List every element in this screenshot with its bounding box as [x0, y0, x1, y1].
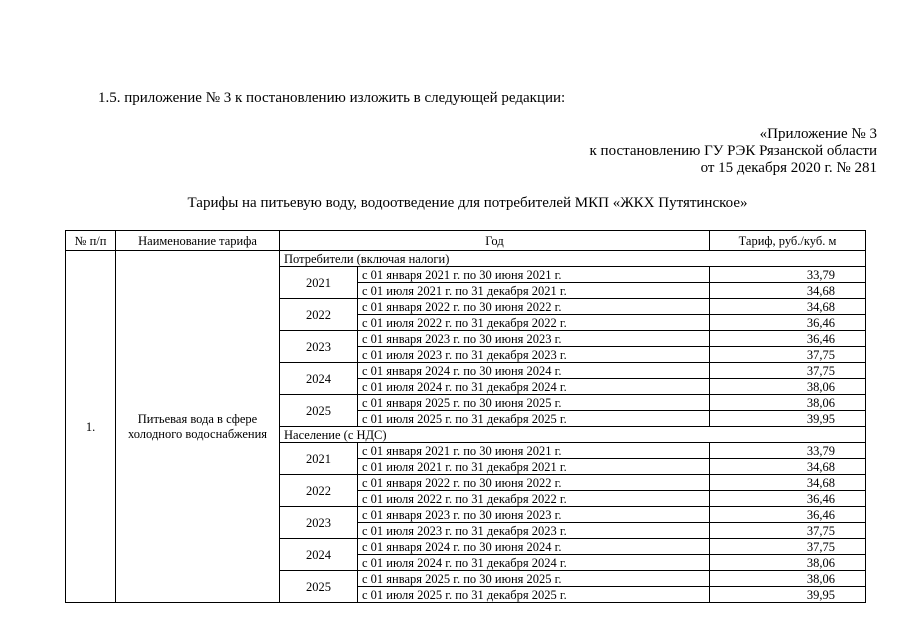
tariff-value: 36,46 [710, 491, 866, 507]
period-cell: с 01 июля 2024 г. по 31 декабря 2024 г. [358, 555, 710, 571]
tariff-value: 37,75 [710, 539, 866, 555]
year-cell: 2025 [280, 395, 358, 427]
period-cell: с 01 июля 2023 г. по 31 декабря 2023 г. [358, 523, 710, 539]
document-title: Тарифы на питьевую воду, водоотведение для потребителей МКП «ЖКХ Путятинское» [187, 195, 748, 211]
period-cell: с 01 января 2021 г. по 30 июня 2021 г. [358, 267, 710, 283]
period-cell: с 01 июля 2025 г. по 31 декабря 2025 г. [358, 587, 710, 603]
tariff-value: 34,68 [710, 299, 866, 315]
tariff-value: 37,75 [710, 523, 866, 539]
tariff-value: 36,46 [710, 315, 866, 331]
year-cell: 2023 [280, 507, 358, 539]
tariff-value: 34,68 [710, 475, 866, 491]
tariff-table [65, 230, 866, 603]
tariff-value: 37,75 [710, 363, 866, 379]
period-cell: с 01 января 2023 г. по 30 июня 2023 г. [358, 507, 710, 523]
period-cell: с 01 июля 2025 г. по 31 декабря 2025 г. [358, 411, 710, 427]
year-cell: 2022 [280, 299, 358, 331]
tariff-value: 33,79 [710, 443, 866, 459]
tariff-table-body [66, 251, 866, 603]
period-cell: с 01 января 2025 г. по 30 июня 2025 г. [358, 571, 710, 587]
period-cell: с 01 июля 2022 г. по 31 декабря 2022 г. [358, 491, 710, 507]
year-cell: 2021 [280, 443, 358, 475]
header-tariff: Тариф, руб./куб. м [710, 231, 866, 251]
period-cell: с 01 июля 2021 г. по 31 декабря 2021 г. [358, 283, 710, 299]
group-row [66, 251, 866, 267]
tariff-value: 38,06 [710, 379, 866, 395]
appendix-reference [590, 126, 877, 177]
year-cell: 2025 [280, 571, 358, 603]
table-header-row [66, 231, 866, 251]
tariff-value: 33,79 [710, 267, 866, 283]
tariff-value: 34,68 [710, 459, 866, 475]
appendix-line-3: от 15 декабря 2020 г. № 281 [700, 160, 877, 176]
period-cell: с 01 января 2024 г. по 30 июня 2024 г. [358, 363, 710, 379]
year-cell: 2024 [280, 363, 358, 395]
period-cell: с 01 января 2024 г. по 30 июня 2024 г. [358, 539, 710, 555]
row-number: 1. [66, 251, 116, 603]
tariff-value: 38,06 [710, 571, 866, 587]
header-num: № п/п [66, 231, 116, 251]
period-cell: с 01 июля 2024 г. по 31 декабря 2024 г. [358, 379, 710, 395]
year-cell: 2021 [280, 267, 358, 299]
period-cell: с 01 января 2022 г. по 30 июня 2022 г. [358, 299, 710, 315]
group-label: Потребители (включая налоги) [280, 251, 866, 267]
period-cell: с 01 января 2021 г. по 30 июня 2021 г. [358, 443, 710, 459]
tariff-name: Питьевая вода в сфере холодного водоснабжения [116, 251, 280, 603]
appendix-line-1: «Приложение № 3 [759, 126, 877, 142]
tariff-value: 39,95 [710, 411, 866, 427]
period-cell: с 01 января 2023 г. по 30 июня 2023 г. [358, 331, 710, 347]
group-label: Население (с НДС) [280, 427, 866, 443]
year-cell: 2022 [280, 475, 358, 507]
header-year: Год [280, 231, 710, 251]
appendix-line-2: к постановлению ГУ РЭК Рязанской области [589, 143, 877, 159]
tariff-value: 38,06 [710, 555, 866, 571]
year-cell: 2023 [280, 331, 358, 363]
period-cell: с 01 января 2025 г. по 30 июня 2025 г. [358, 395, 710, 411]
period-cell: с 01 июля 2022 г. по 31 декабря 2022 г. [358, 315, 710, 331]
year-cell: 2024 [280, 539, 358, 571]
tariff-value: 34,68 [710, 283, 866, 299]
period-cell: с 01 июля 2021 г. по 31 декабря 2021 г. [358, 459, 710, 475]
tariff-value: 36,46 [710, 331, 866, 347]
tariff-value: 39,95 [710, 587, 866, 603]
tariff-value: 36,46 [710, 507, 866, 523]
amendment-paragraph: 1.5. приложение № 3 к постановлению изложить в следующей редакции: [98, 90, 566, 106]
header-name: Наименование тарифа [116, 231, 280, 251]
tariff-value: 38,06 [710, 395, 866, 411]
tariff-value: 37,75 [710, 347, 866, 363]
period-cell: с 01 июля 2023 г. по 31 декабря 2023 г. [358, 347, 710, 363]
period-cell: с 01 января 2022 г. по 30 июня 2022 г. [358, 475, 710, 491]
